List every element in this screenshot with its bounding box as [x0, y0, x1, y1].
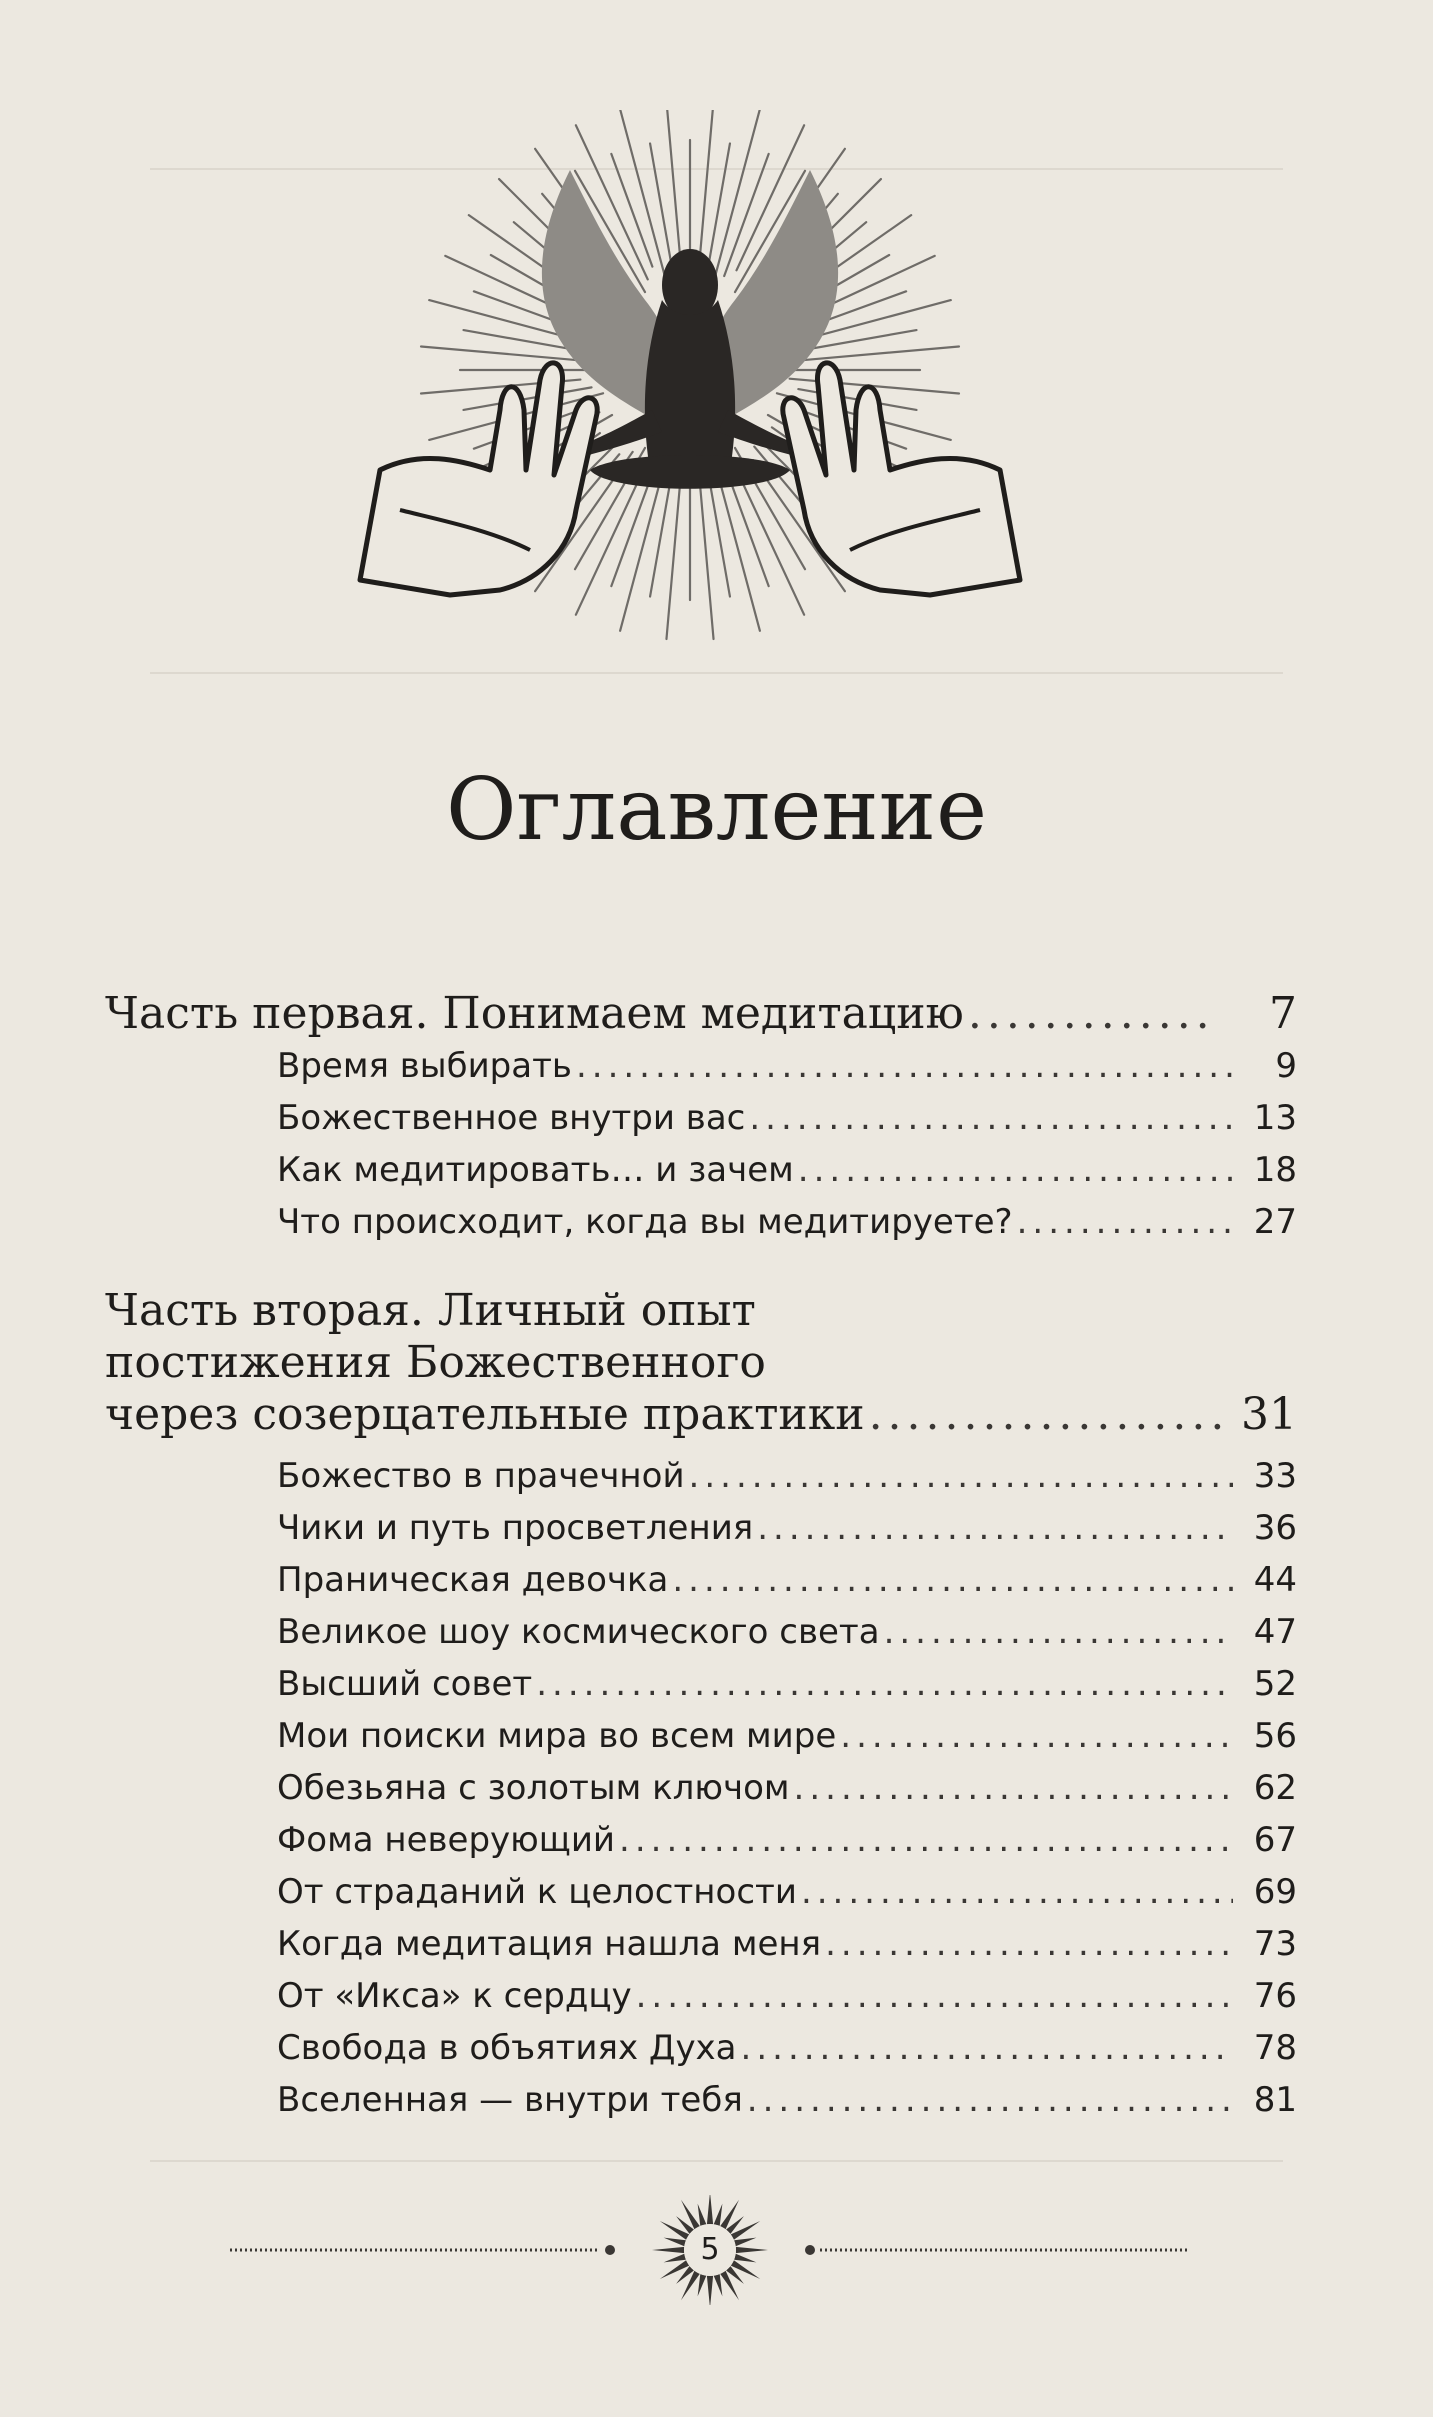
- dot-leader: [794, 1762, 1233, 1814]
- toc-entry: [105, 2074, 1297, 2126]
- dot-leader: [840, 1710, 1233, 1762]
- dot-leader: [825, 1918, 1233, 1970]
- toc-entry-label: Когда медитация нашла меня: [277, 1924, 822, 1964]
- dot-leader: [869, 1389, 1227, 1441]
- toc-entry-label: Божество в прачечной: [277, 1456, 685, 1496]
- toc-page-number: 69: [1253, 1872, 1297, 1912]
- dot-leader: [672, 1554, 1233, 1606]
- light-ray: [800, 346, 959, 360]
- toc-entry: [105, 1554, 1297, 1606]
- toc-entry: [105, 2022, 1297, 2074]
- toc-page-number: 31: [1241, 1389, 1297, 1440]
- toc-entry: [105, 1606, 1297, 1658]
- toc-entry: [105, 1040, 1297, 1092]
- dot-leader: [884, 1606, 1233, 1658]
- toc-page-number: 52: [1253, 1664, 1297, 1704]
- toc-part-title-line: постижения Божественного: [105, 1337, 766, 1388]
- dot-leader: [968, 988, 1209, 1040]
- light-ray: [650, 143, 673, 271]
- meditating-angel-in-hands-icon: [340, 110, 1040, 710]
- toc-entry: [105, 1814, 1297, 1866]
- toc-page-number: 62: [1253, 1768, 1297, 1808]
- toc-entry-label: Вселенная — внутри тебя: [277, 2080, 743, 2120]
- toc-page-number: 76: [1253, 1976, 1297, 2016]
- toc-entry: [105, 1196, 1297, 1248]
- toc-entry-label: Чики и путь просветления: [277, 1508, 754, 1548]
- toc-entry-label: От страданий к целостности: [277, 1872, 797, 1912]
- dot-leader: [757, 1502, 1233, 1554]
- toc-entry: [105, 1762, 1297, 1814]
- toc-page-number: 47: [1253, 1612, 1297, 1652]
- toc-page-number: 67: [1253, 1820, 1297, 1860]
- toc-entry: [105, 1092, 1297, 1144]
- dot-leader: [741, 2022, 1233, 2074]
- toc-page-number: 9: [1275, 1046, 1297, 1086]
- page-title: Оглавление: [446, 760, 987, 860]
- dot-leader: [801, 1866, 1233, 1918]
- toc-page-number: 18: [1253, 1150, 1297, 1190]
- toc-entry-label: Великое шоу космического света: [277, 1612, 880, 1652]
- toc-page-number: 81: [1253, 2080, 1297, 2120]
- toc-entry-label: Время выбирать: [277, 1046, 572, 1086]
- light-ray: [709, 143, 730, 261]
- toc-entry: [105, 1866, 1297, 1918]
- toc-page-number: 7: [1269, 988, 1297, 1039]
- toc-page-number: 36: [1253, 1508, 1297, 1548]
- page-number: 5: [700, 2232, 720, 2267]
- toc-entry-label: Божественное внутри вас: [277, 1098, 746, 1138]
- toc-page-number: 27: [1253, 1202, 1297, 1242]
- toc-entry: [105, 1144, 1297, 1196]
- toc-entry: [105, 1502, 1297, 1554]
- dot-leader: [749, 1092, 1233, 1144]
- toc-entry-label: Праническая девочка: [277, 1560, 669, 1600]
- page-footer: [230, 2195, 1190, 2305]
- light-ray: [576, 470, 644, 615]
- dot-leader: [689, 1450, 1233, 1502]
- toc-page-number: 78: [1253, 2028, 1297, 2068]
- toc-entry: [105, 1710, 1297, 1762]
- light-ray: [463, 387, 591, 410]
- toc-entry-label: Как медитировать… и зачем: [277, 1150, 794, 1190]
- toc-entry-label: Фома неверующий: [277, 1820, 616, 1860]
- toc-part-title: Часть первая. Понимаем медитацию: [105, 988, 964, 1039]
- toc-part-title-line: Часть вторая. Личный опыт: [105, 1285, 756, 1336]
- dot-leader: [636, 1970, 1233, 2022]
- light-ray: [700, 480, 714, 639]
- dot-leader: [536, 1658, 1233, 1710]
- toc-page-number: 33: [1253, 1456, 1297, 1496]
- toc-entry: [105, 1658, 1297, 1710]
- dot-leader: [576, 1040, 1233, 1092]
- toc-entry-label: Свобода в объятиях Духа: [277, 2028, 737, 2068]
- toc-entry-label: От «Икса» к сердцу: [277, 1976, 632, 2016]
- toc-page-number: 13: [1253, 1098, 1297, 1138]
- light-ray: [666, 110, 680, 260]
- toc-entry-label: Что происходит, когда вы медитируете?: [277, 1202, 1013, 1242]
- toc-page-number: 73: [1253, 1924, 1297, 1964]
- dot-leader: [798, 1144, 1233, 1196]
- toc-part-one: [105, 988, 1297, 1040]
- toc-part-title-line: через созерцательные практики: [105, 1389, 865, 1440]
- toc-part-two-heading: [105, 1285, 1297, 1389]
- toc-entry: [105, 1450, 1297, 1502]
- toc-entry-label: Мои поиски мира во всем мире: [277, 1716, 837, 1756]
- toc-page-number: 56: [1253, 1716, 1297, 1756]
- toc-entry-label: Высший совет: [277, 1664, 533, 1704]
- toc-part-two: [105, 1389, 1297, 1441]
- toc-entry-label: Обезьяна с золотым ключом: [277, 1768, 790, 1808]
- light-ray: [650, 478, 671, 596]
- toc-entry: [105, 1918, 1297, 1970]
- toc-entry: [105, 1970, 1297, 2022]
- dot-leader: [747, 2074, 1233, 2126]
- dot-leader: [619, 1814, 1233, 1866]
- bleed-through-line: [150, 2160, 1283, 2162]
- dot-leader: [1017, 1196, 1233, 1248]
- toc-page-number: 44: [1253, 1560, 1297, 1600]
